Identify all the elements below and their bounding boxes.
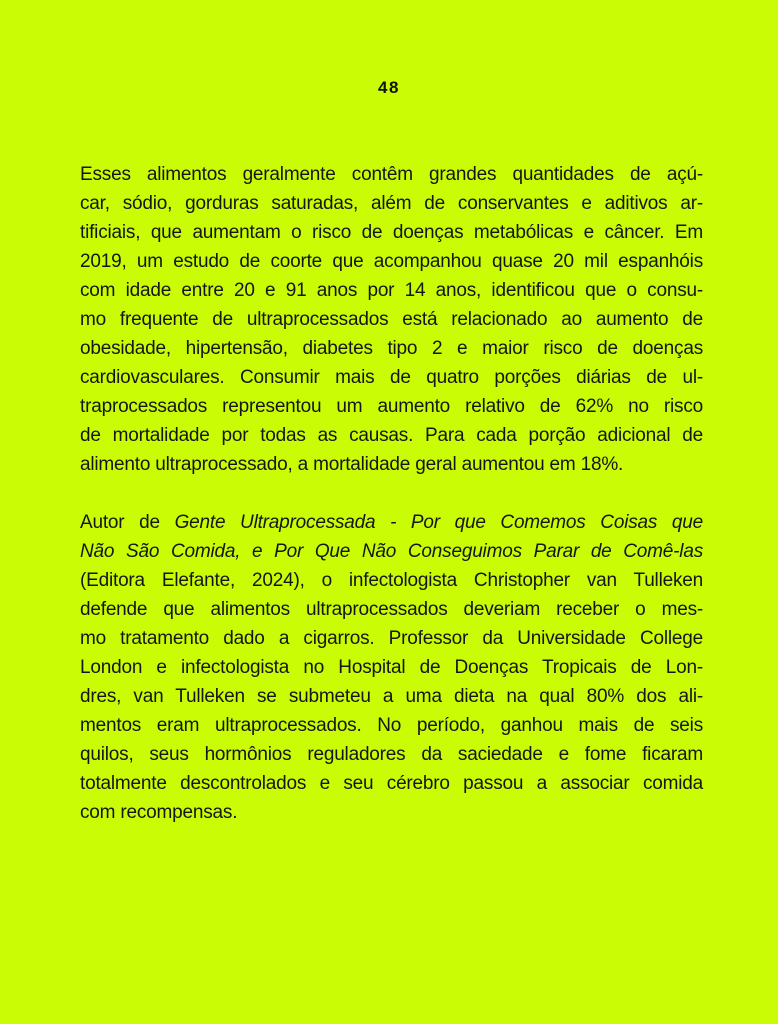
body-text: totalmente descontrolados e seu cérebro passou a associar comida: [80, 773, 703, 794]
text-line: [80, 392, 703, 421]
text-line: [80, 218, 703, 247]
text-line: [80, 682, 703, 711]
text-block: [80, 160, 703, 856]
book-title-italic: Não São Comida, e Por Que Não Conseguimos Parar de Comê-las: [80, 541, 703, 562]
text-line: [80, 595, 703, 624]
body-text: mo frequente de ultraprocessados está relacionado ao aumento de: [80, 309, 703, 330]
text-line: [80, 363, 703, 392]
body-text: cardiovasculares. Consumir mais de quatro porções diárias de ul-: [80, 367, 703, 388]
text-line: [80, 450, 703, 479]
text-line: [80, 247, 703, 276]
text-line: [80, 740, 703, 769]
body-text: defende que alimentos ultraprocessados deveriam receber o mes-: [80, 599, 703, 620]
body-text: Esses alimentos geralmente contêm grandes quantidades de açú-: [80, 164, 703, 185]
text-line: [80, 189, 703, 218]
body-text: car, sódio, gorduras saturadas, além de conservantes e aditivos ar-: [80, 193, 703, 214]
body-text: Autor de: [80, 512, 175, 533]
body-text: com idade entre 20 e 91 anos por 14 anos, identificou que o consu-: [80, 280, 703, 301]
text-line: [80, 276, 703, 305]
text-line: [80, 508, 703, 537]
body-text: de mortalidade por todas as causas. Para cada porção adicional de: [80, 425, 703, 446]
body-text: tificiais, que aumentam o risco de doenças metabólicas e câncer. Em: [80, 222, 703, 243]
body-text: obesidade, hipertensão, diabetes tipo 2 e maior risco de doenças: [80, 338, 703, 359]
text-line: [80, 537, 703, 566]
text-line: [80, 653, 703, 682]
text-line: [80, 160, 703, 189]
text-line: [80, 769, 703, 798]
body-text: mo tratamento dado a cigarros. Professor da Universidade College: [80, 628, 703, 649]
text-line: [80, 798, 703, 827]
body-text: traprocessados representou um aumento relativo de 62% no risco: [80, 396, 703, 417]
body-text: alimento ultraprocessado, a mortalidade geral aumentou em 18%.: [80, 454, 624, 475]
text-line: [80, 421, 703, 450]
text-line: [80, 566, 703, 595]
body-text: (Editora Elefante, 2024), o infectologista Christopher van Tulleken: [80, 570, 703, 591]
text-line: [80, 624, 703, 653]
paragraph: [80, 160, 703, 479]
text-line: [80, 305, 703, 334]
body-text: London e infectologista no Hospital de Doenças Tropicais de Lon-: [80, 657, 703, 678]
text-line: [80, 334, 703, 363]
body-text: quilos, seus hormônios reguladores da saciedade e fome ficaram: [80, 744, 703, 765]
text-line: [80, 711, 703, 740]
body-text: mentos eram ultraprocessados. No período, ganhou mais de seis: [80, 715, 703, 736]
book-title-italic: Gente Ultraprocessada - Por que Comemos Coisas que: [174, 512, 703, 533]
paragraph: [80, 508, 703, 827]
page-number: 48: [378, 78, 400, 97]
body-text: dres, van Tulleken se submeteu a uma dieta na qual 80% dos ali-: [80, 686, 703, 707]
body-text: 2019, um estudo de coorte que acompanhou quase 20 mil espanhóis: [80, 251, 703, 272]
body-text: com recompensas.: [80, 802, 238, 823]
